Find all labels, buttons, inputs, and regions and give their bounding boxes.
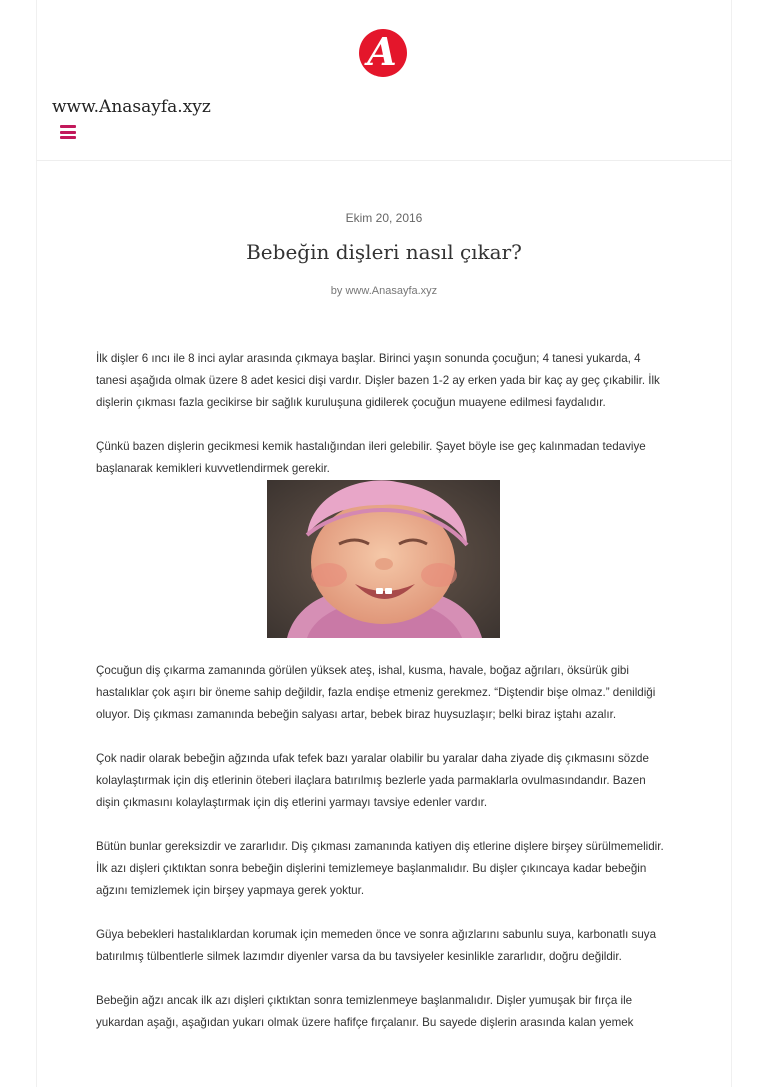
paragraph: Bütün bunlar gereksizdir ve zararlıdır. Diş çıkması zamanında katiyen diş etlerine dişlere birşey sürülmemelidir. İlk azı dişleri çıktıktan sonra bebeğin dişlerini temizlemeye başlanmalıdır. Bu dişler çıkıncaya kadar bebeğin ağzını temizlemek için birşey yapmaya gerek yoktur. [96, 840, 664, 897]
hamburger-menu-icon[interactable] [60, 125, 76, 139]
menu-bar [60, 136, 76, 139]
post-title: Bebeğin dişleri nasıl çıkar? [246, 240, 522, 264]
baby-photo [267, 480, 500, 638]
menu-bar [60, 131, 76, 134]
author-link[interactable]: www.Anasayfa.xyz [345, 285, 438, 297]
post-content [96, 348, 668, 1056]
paragraph: Çünkü bazen dişlerin gecikmesi kemik hastalığından ileri gelebilir. Şayet böyle ise geç kalınmadan tedaviye başlanarak kemikleri kuvvetlendirmek gerekir. [96, 440, 646, 475]
paragraph: Çocuğun diş çıkarma zamanında görülen yüksek ateş, ishal, kusma, havale, boğaz ağrıları, öksürük gibi hastalıklar çok aşırı bir öneme sahip değildir, fazla endişe etmeniz gerekmez. “Diştendir bişe olmaz.” denildiği oluyor. Diş çıkması zamanında bebeğin salyası artar, bebek biraz huysuzlaşır; belki biraz iştahı azalır. [96, 664, 656, 721]
menu-bar [60, 125, 76, 128]
paragraph: Güya bebekleri hastalıklardan korumak için memeden önce ve sonra ağızlarını sabunlu suya, karbonatlı suya batırılmış tülbentlerle silmek lazımdır diyenler varsa da bu tavsiyeler kesinlikle zararlıdır, doğru değildir. [96, 928, 657, 963]
post-byline [0, 285, 768, 297]
logo-letter: A [367, 29, 397, 74]
post-date: Ekim 20, 2016 [345, 211, 423, 225]
paragraph: Çok nadir olarak bebeğin ağzında ufak tefek bazı yaralar olabilir bu yaralar daha ziyade diş çıkmasını sözde kolaylaştırmak için diş etlerinin öteberi ilaçlara batırılmış bezlerle yada parmaklarla ovulmasındandır. Bazen dişin çıkmasını kolaylaştırmak için diş etlerini yarmayı tavsiye edenler vardır. [96, 752, 649, 809]
paragraph: Bebeğin ağzı ancak ilk azı dişleri çıktıktan sonra temizlenmeye başlanmalıdır. Dişler yumuşak bir fırça ile yukardan aşağı, aşağıdan yukarı olmak üzere hafifçe fırçalanır. Bu sayede dişlerin arasında kalan yemek [96, 994, 634, 1029]
site-title-link[interactable]: www.Anasayfa.xyz [52, 97, 211, 117]
header-divider [36, 160, 732, 161]
site-logo[interactable] [359, 29, 407, 77]
paragraph: İlk dişler 6 ıncı ile 8 inci aylar arasında çıkmaya başlar. Birinci yaşın sonunda çocuğun; 4 tanesi yukarda, 4 tanesi aşağıda olmak üzere 8 adet kesici dişi vardır. Dişler bazen 1-2 ay erken yada bir kaç ay geç çıkabilir. İlk dişlerin çıkması fazla gecikirse bir sağlık kuruluşuna gidilerek çocuğun muayene edilmesi faydalıdır. [96, 352, 660, 409]
byline-prefix: by [330, 285, 343, 297]
